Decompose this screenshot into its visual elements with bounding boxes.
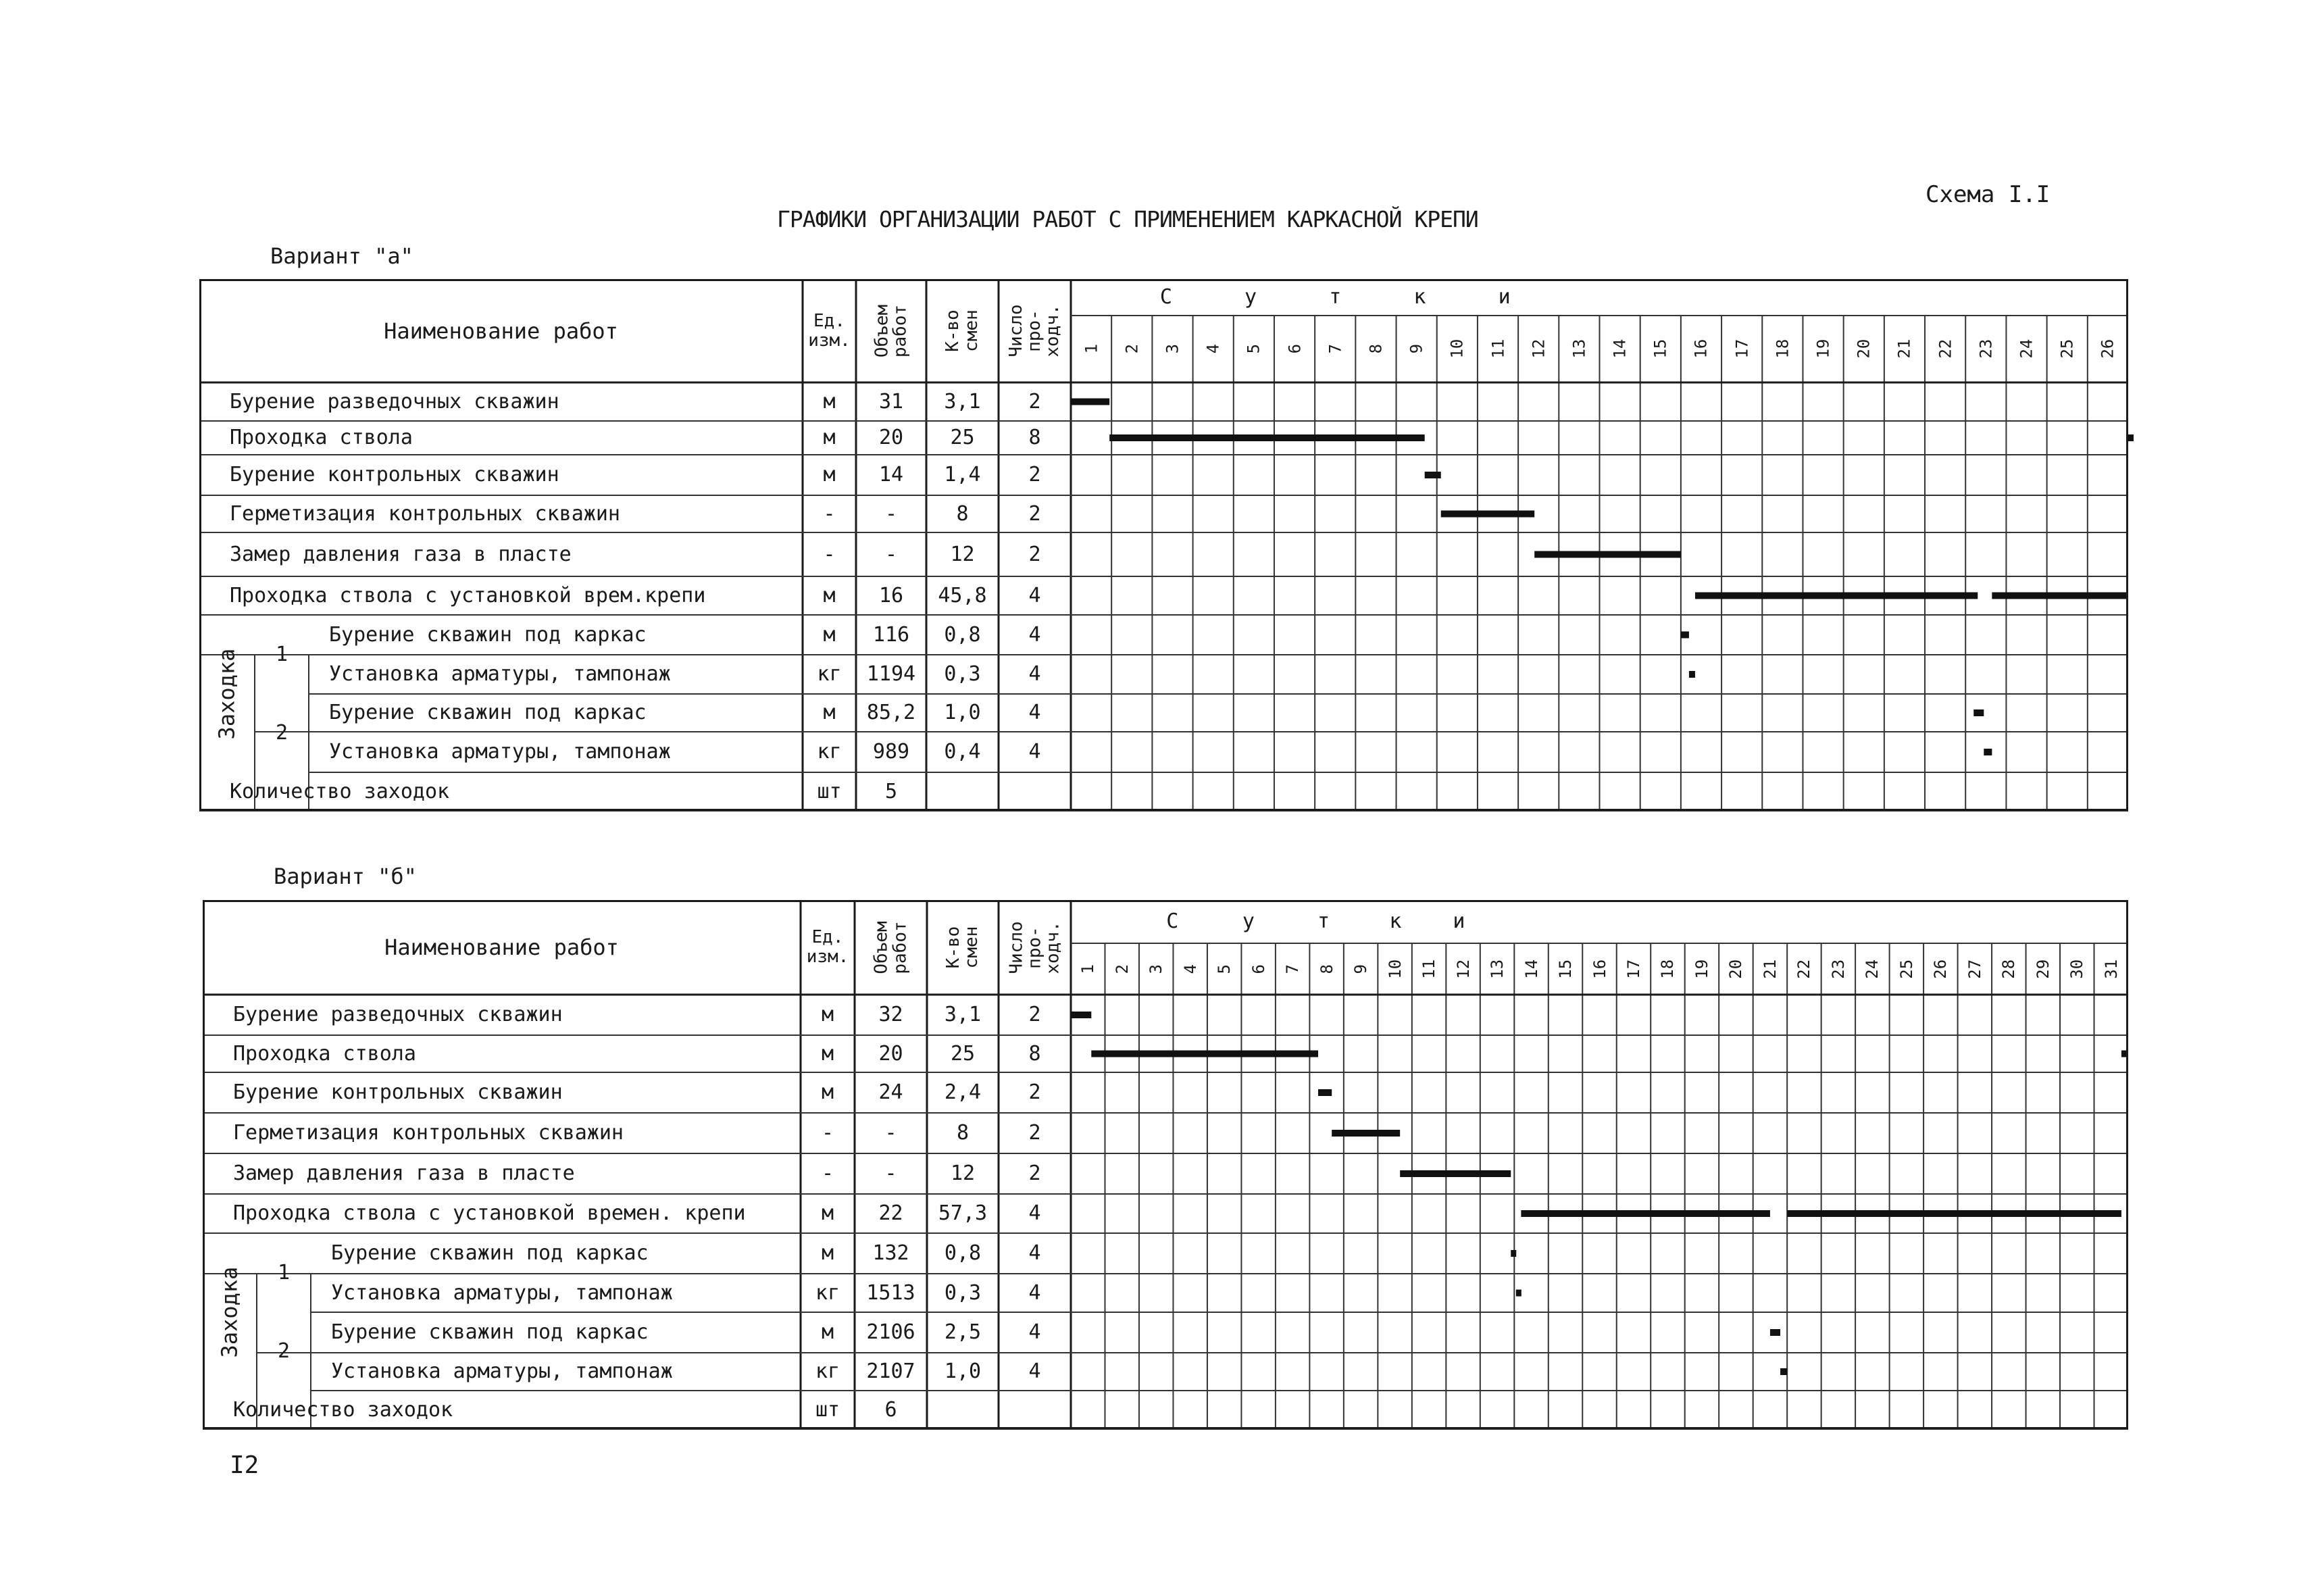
task-shifts: 12 bbox=[950, 542, 975, 566]
header-day-letter: С bbox=[1159, 285, 1172, 309]
day-number: 18 bbox=[1773, 339, 1792, 359]
task-crew: 2 bbox=[1028, 463, 1041, 487]
header-day-letter: С bbox=[1166, 909, 1179, 933]
header-shifts: К-во смен bbox=[942, 926, 982, 969]
task-shifts: 1,4 bbox=[944, 463, 981, 487]
task-unit: м bbox=[823, 701, 836, 724]
task-name: Бурение разведочных скважин bbox=[230, 389, 559, 414]
task-shifts: 25 bbox=[950, 1041, 976, 1066]
header-unit: Ед. изм. bbox=[806, 927, 849, 967]
task-volume: 20 bbox=[878, 1041, 903, 1066]
header-day-letter: и bbox=[1498, 285, 1511, 309]
header-day-letter: к bbox=[1413, 285, 1426, 309]
task-shifts: 45,8 bbox=[938, 583, 987, 607]
gantt-bar bbox=[1332, 1130, 1400, 1137]
day-number: 8 bbox=[1366, 344, 1386, 354]
day-number: 9 bbox=[1351, 964, 1371, 974]
schema-label: Схема I.I bbox=[1926, 181, 2051, 208]
day-number: 21 bbox=[1894, 339, 1914, 359]
task-volume: 31 bbox=[878, 389, 904, 414]
day-number: 11 bbox=[1488, 339, 1508, 359]
day-number: 23 bbox=[1828, 959, 1848, 979]
task-volume: - bbox=[884, 1162, 897, 1185]
task-unit: м bbox=[821, 1003, 834, 1026]
day-number: 28 bbox=[1999, 959, 2019, 979]
task-volume: - bbox=[884, 1121, 897, 1145]
gantt-bar bbox=[1071, 399, 1109, 405]
task-shifts: 12 bbox=[950, 1162, 976, 1185]
task-crew: 4 bbox=[1028, 1241, 1041, 1265]
gantt-bar bbox=[1689, 671, 1695, 678]
gantt-bar bbox=[1091, 1051, 1318, 1057]
day-number: 6 bbox=[1285, 344, 1305, 354]
gantt-bar bbox=[1400, 1170, 1511, 1177]
day-number: 15 bbox=[1651, 339, 1670, 359]
gantt-bar bbox=[1681, 632, 1689, 639]
day-number: 25 bbox=[2057, 339, 2077, 359]
header-crew: Число про- ходч. bbox=[1005, 920, 1063, 974]
task-unit: кг bbox=[817, 662, 842, 686]
gantt-bar bbox=[1984, 749, 1992, 755]
group-label: Заходка bbox=[216, 1266, 243, 1357]
task-volume: 2106 bbox=[866, 1320, 915, 1344]
total-name: Количество заходок bbox=[230, 779, 450, 803]
day-number: 12 bbox=[1453, 959, 1473, 979]
day-number: 24 bbox=[2017, 339, 2036, 359]
day-number: 26 bbox=[2098, 339, 2117, 359]
task-name: Бурение скважин под каркас bbox=[329, 622, 647, 647]
day-number: 21 bbox=[1760, 959, 1780, 979]
task-crew: 8 bbox=[1028, 426, 1041, 449]
day-number: 7 bbox=[1326, 344, 1345, 354]
task-name: Установка арматуры, тампонаж bbox=[329, 662, 671, 686]
task-unit: - bbox=[821, 1162, 834, 1185]
task-shifts: 0,8 bbox=[944, 622, 981, 647]
task-crew: 4 bbox=[1028, 1320, 1041, 1344]
task-volume: 1513 bbox=[866, 1280, 915, 1305]
day-number: 6 bbox=[1249, 964, 1268, 974]
task-unit: м bbox=[821, 1320, 834, 1344]
header-unit: Ед. изм. bbox=[808, 310, 851, 351]
task-volume: 2107 bbox=[866, 1360, 915, 1383]
task-volume: - bbox=[884, 542, 898, 566]
gantt-bar bbox=[1071, 1012, 1091, 1018]
day-number: 24 bbox=[1863, 959, 1882, 979]
task-shifts: 1,0 bbox=[944, 1360, 982, 1383]
task-shifts: 3,1 bbox=[944, 1003, 982, 1026]
day-number: 29 bbox=[2033, 959, 2053, 979]
day-number: 18 bbox=[1658, 959, 1678, 979]
total-unit: шт bbox=[817, 779, 842, 803]
task-unit: - bbox=[823, 542, 836, 566]
day-number: 16 bbox=[1691, 339, 1711, 359]
gantt-bar bbox=[1695, 593, 1978, 599]
task-shifts: 3,1 bbox=[944, 389, 981, 414]
page-title: ГРАФИКИ ОРГАНИЗАЦИИ РАБОТ С ПРИМЕНЕНИЕМ КАРКАСНОЙ КРЕПИ bbox=[777, 206, 1478, 232]
task-name: Бурение скважин под каркас bbox=[331, 1320, 649, 1344]
task-name: Бурение скважин под каркас bbox=[329, 701, 647, 724]
day-number: 15 bbox=[1556, 959, 1576, 979]
day-number: 17 bbox=[1624, 959, 1643, 979]
day-number: 2 bbox=[1112, 964, 1132, 974]
task-crew: 4 bbox=[1028, 740, 1041, 764]
task-volume: 1194 bbox=[866, 662, 916, 686]
header-day-letter: к bbox=[1389, 909, 1402, 933]
task-volume: - bbox=[884, 501, 898, 526]
day-number: 19 bbox=[1692, 959, 1711, 979]
day-number: 16 bbox=[1590, 959, 1609, 979]
day-number: 7 bbox=[1283, 964, 1303, 974]
task-crew: 2 bbox=[1028, 1121, 1041, 1145]
task-shifts: 57,3 bbox=[938, 1201, 988, 1225]
task-unit: м bbox=[821, 1201, 834, 1225]
task-unit: кг bbox=[815, 1360, 840, 1383]
header-day-letter: у bbox=[1244, 285, 1257, 309]
day-number: 19 bbox=[1813, 339, 1833, 359]
task-name: Замер давления газа в пласте bbox=[230, 542, 572, 566]
task-volume: 22 bbox=[878, 1201, 903, 1225]
task-shifts: 0,8 bbox=[944, 1241, 982, 1265]
day-number: 10 bbox=[1385, 959, 1405, 979]
task-unit: - bbox=[823, 501, 836, 526]
task-unit: м bbox=[821, 1080, 834, 1104]
header-volume: Объем работ bbox=[871, 304, 910, 357]
total-volume: 5 bbox=[884, 779, 898, 803]
page-number: I2 bbox=[230, 1451, 259, 1479]
task-crew: 4 bbox=[1028, 1360, 1041, 1383]
day-number: 20 bbox=[1854, 339, 1873, 359]
task-volume: 132 bbox=[872, 1241, 909, 1265]
task-shifts: 8 bbox=[956, 501, 969, 526]
day-number: 2 bbox=[1122, 344, 1142, 354]
task-name: Проходка ствола с установкой врем.крепи bbox=[230, 583, 706, 607]
day-number: 3 bbox=[1163, 344, 1182, 354]
task-unit: м bbox=[823, 426, 836, 449]
day-number: 10 bbox=[1447, 339, 1467, 359]
gantt-bar bbox=[1318, 1089, 1332, 1096]
day-number: 22 bbox=[1936, 339, 1955, 359]
gantt-bar bbox=[1109, 434, 1424, 441]
header-day-letter: т bbox=[1317, 909, 1330, 933]
day-number: 23 bbox=[1976, 339, 1996, 359]
variant-a-label: Вариант "а" bbox=[270, 243, 413, 269]
task-crew: 2 bbox=[1028, 542, 1041, 566]
header-name: Наименование работ bbox=[384, 318, 618, 344]
gantt-bar bbox=[1516, 1290, 1521, 1297]
task-volume: 32 bbox=[878, 1003, 903, 1026]
task-crew: 4 bbox=[1028, 662, 1041, 686]
header-shifts: К-во смен bbox=[942, 309, 982, 352]
task-volume: 24 bbox=[878, 1080, 903, 1104]
header-day-letter: и bbox=[1453, 909, 1465, 933]
schedule-table-variant-b bbox=[203, 900, 2128, 1429]
group-label: Заходка bbox=[213, 648, 240, 739]
day-number: 4 bbox=[1180, 964, 1200, 974]
gantt-bar bbox=[2128, 434, 2134, 441]
day-number: 14 bbox=[1521, 959, 1541, 979]
schedule-table-variant-a bbox=[199, 279, 2128, 811]
task-crew: 2 bbox=[1028, 501, 1041, 526]
task-crew: 4 bbox=[1028, 1201, 1041, 1225]
task-shifts: 0,3 bbox=[944, 1280, 982, 1305]
task-shifts: 0,4 bbox=[944, 740, 981, 764]
task-name: Бурение скважин под каркас bbox=[331, 1241, 649, 1265]
task-crew: 4 bbox=[1028, 622, 1041, 647]
task-unit: м bbox=[823, 389, 836, 414]
task-crew: 4 bbox=[1028, 701, 1041, 724]
total-volume: 6 bbox=[884, 1397, 897, 1422]
header-name: Наименование работ bbox=[384, 934, 619, 960]
task-name: Бурение контрольных скважин bbox=[230, 463, 559, 487]
task-volume: 14 bbox=[878, 463, 904, 487]
task-volume: 85,2 bbox=[866, 701, 916, 724]
task-unit: - bbox=[821, 1121, 834, 1145]
day-number: 3 bbox=[1147, 964, 1166, 974]
day-number: 14 bbox=[1610, 339, 1630, 359]
task-volume: 116 bbox=[872, 622, 910, 647]
day-number: 8 bbox=[1317, 964, 1336, 974]
task-crew: 4 bbox=[1028, 1280, 1041, 1305]
task-crew: 2 bbox=[1028, 389, 1041, 414]
total-unit: шт bbox=[815, 1397, 840, 1422]
gantt-bar bbox=[1511, 1250, 1516, 1257]
day-number: 20 bbox=[1726, 959, 1746, 979]
total-name: Количество заходок bbox=[233, 1397, 453, 1422]
task-name: Проходка ствола bbox=[233, 1041, 416, 1066]
task-unit: м bbox=[823, 622, 836, 647]
task-unit: кг bbox=[815, 1280, 840, 1305]
gantt-bar bbox=[1441, 511, 1534, 518]
day-number: 1 bbox=[1082, 344, 1101, 354]
task-shifts: 1,0 bbox=[944, 701, 981, 724]
task-name: Установка арматуры, тампонаж bbox=[329, 740, 671, 764]
day-number: 1 bbox=[1078, 964, 1098, 974]
task-crew: 2 bbox=[1028, 1080, 1041, 1104]
day-number: 27 bbox=[1965, 959, 1984, 979]
day-number: 31 bbox=[2101, 959, 2121, 979]
day-number: 5 bbox=[1244, 344, 1263, 354]
day-number: 17 bbox=[1732, 339, 1752, 359]
gantt-bar bbox=[1780, 1368, 1787, 1375]
group-number: 1 bbox=[277, 1260, 291, 1285]
gantt-bar bbox=[1770, 1329, 1780, 1336]
task-volume: 989 bbox=[872, 740, 910, 764]
day-number: 13 bbox=[1488, 959, 1507, 979]
header-day-letter: т bbox=[1329, 285, 1342, 309]
day-number: 30 bbox=[2067, 959, 2087, 979]
task-crew: 2 bbox=[1028, 1162, 1041, 1185]
task-name: Бурение разведочных скважин bbox=[233, 1003, 563, 1026]
task-volume: 20 bbox=[878, 426, 904, 449]
group-number: 1 bbox=[275, 642, 288, 666]
task-crew: 2 bbox=[1028, 1003, 1041, 1026]
gantt-bar bbox=[1534, 551, 1681, 558]
gantt-bar bbox=[1973, 709, 1984, 716]
header-crew: Число про- ходч. bbox=[1005, 304, 1063, 357]
day-number: 9 bbox=[1407, 344, 1426, 354]
task-name: Проходка ствола с установкой времен. крепи bbox=[233, 1201, 746, 1225]
day-number: 25 bbox=[1896, 959, 1916, 979]
day-number: 22 bbox=[1794, 959, 1814, 979]
task-shifts: 25 bbox=[950, 426, 975, 449]
task-name: Замер давления газа в пласте bbox=[233, 1162, 575, 1185]
day-number: 4 bbox=[1203, 344, 1223, 354]
gantt-bar bbox=[1992, 593, 2128, 599]
task-name: Проходка ствола bbox=[230, 426, 413, 449]
header-volume: Объем работ bbox=[871, 920, 910, 974]
group-number: 2 bbox=[275, 721, 288, 745]
task-shifts: 8 bbox=[956, 1121, 970, 1145]
task-unit: м bbox=[823, 583, 836, 607]
gantt-bar bbox=[1787, 1210, 2121, 1217]
task-unit: м bbox=[821, 1041, 834, 1066]
day-number: 13 bbox=[1569, 339, 1589, 359]
header-day-letter: у bbox=[1242, 909, 1255, 933]
task-unit: м bbox=[823, 463, 836, 487]
task-name: Установка арматуры, тампонаж bbox=[331, 1280, 673, 1305]
task-name: Установка арматуры, тампонаж bbox=[331, 1360, 673, 1383]
task-shifts: 2,4 bbox=[944, 1080, 982, 1104]
variant-b-label: Вариант "б" bbox=[274, 864, 417, 889]
gantt-bar bbox=[2121, 1051, 2128, 1057]
task-shifts: 0,3 bbox=[944, 662, 981, 686]
task-crew: 8 bbox=[1028, 1041, 1041, 1066]
task-shifts: 2,5 bbox=[944, 1320, 982, 1344]
task-name: Бурение контрольных скважин bbox=[233, 1080, 563, 1104]
task-name: Герметизация контрольных скважин bbox=[233, 1121, 624, 1145]
task-volume: 16 bbox=[878, 583, 904, 607]
day-number: 12 bbox=[1529, 339, 1549, 359]
day-number: 5 bbox=[1215, 964, 1234, 974]
task-unit: м bbox=[821, 1241, 834, 1265]
gantt-bar bbox=[1521, 1210, 1770, 1217]
group-number: 2 bbox=[277, 1339, 291, 1363]
task-crew: 4 bbox=[1028, 583, 1041, 607]
task-unit: кг bbox=[817, 740, 842, 764]
task-name: Герметизация контрольных скважин bbox=[230, 501, 620, 526]
day-number: 11 bbox=[1419, 959, 1439, 979]
gantt-bar bbox=[1425, 472, 1441, 478]
day-number: 26 bbox=[1931, 959, 1951, 979]
